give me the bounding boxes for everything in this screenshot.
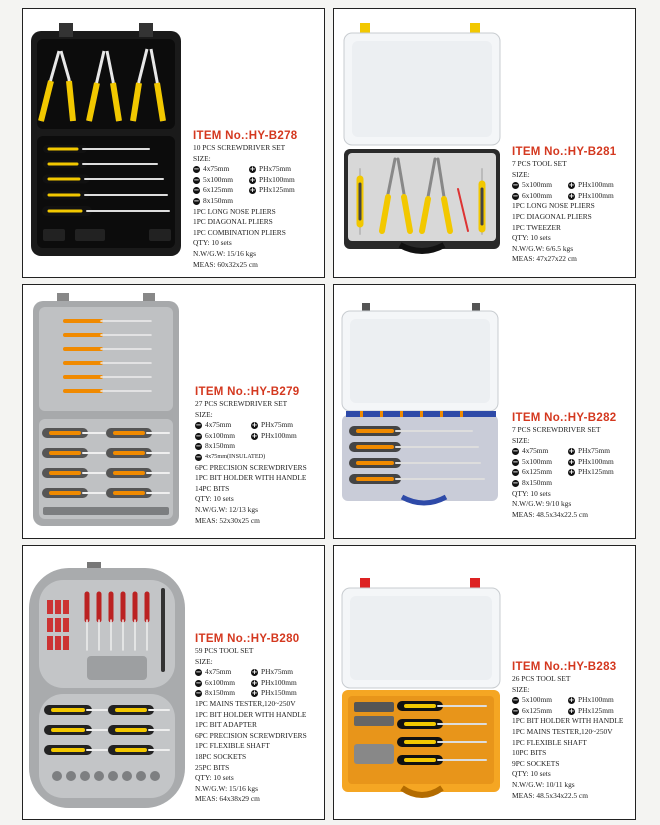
product-cell-hy-b280 [22,545,325,820]
included-item: 6PC PRECISION SCREWDRIVERS [195,462,307,472]
minus-circle-icon: − [195,689,202,698]
weight: N.W/G.W: 12/13 kgs [195,504,258,514]
product-info [193,129,305,270]
size-row: − 6x100mm + PHx100mm [195,677,297,687]
weight: N.W/G.W: 10/11 kgs [512,779,575,789]
item-number: ITEM No.:HY-B278 [193,130,298,142]
size-row: − 5x100mm + PHx100mm [512,456,614,466]
minus-circle-icon: − [193,196,200,205]
weight: N.W/G.W: 9/10 kgs [512,499,572,509]
included-item: 1PC BIT HOLDER WITH HANDLE [195,709,307,719]
plus-circle-icon: + [251,689,258,698]
minus-circle-icon: − [512,706,519,715]
measurement: MEAS: 47x27x22 cm [512,254,577,264]
included-item: 1PC COMBINATION PLIERS [193,227,286,237]
set-title: 26 PCS TOOL SET [512,674,571,683]
product-cell-hy-b281 [333,8,636,278]
included-item: 1PC MAINS TESTER,120~250V [512,726,613,736]
product-info [512,660,624,801]
size-row: − 4x75mm(INSULATED) [195,452,266,461]
product-cell-hy-b279 [22,284,325,539]
included-item: 1PC LONG NOSE PLIERS [512,201,595,211]
plus-circle-icon: + [251,667,258,676]
product-info [512,145,624,265]
size-row: − 4x75mm + PHx75mm [512,446,611,456]
size-row: − 5x100mm + PHx100mm [193,174,295,184]
quantity: QTY: 10 sets [195,773,234,783]
minus-circle-icon: − [512,446,519,455]
tool-case-photo [29,21,184,259]
item-number: ITEM No.:HY-B281 [512,146,617,158]
minus-circle-icon: − [512,478,519,487]
plus-circle-icon: + [568,457,575,466]
size-row: − 4x75mm + PHx75mm [195,667,294,677]
plus-circle-icon: + [568,446,575,455]
included-item: 1PC DIAGONAL PLIERS [193,217,273,227]
measurement: MEAS: 64x38x29 cm [195,794,260,804]
weight: N.W/G.W: 6/6.5 kgs [512,243,574,253]
set-title: 10 PCS SCREWDRIVER SET [193,143,286,152]
product-info [512,411,624,520]
size-row: − 5x100mm + PHx100mm [512,695,614,705]
included-item: 1PC FLEXIBLE SHAFT [512,737,587,747]
included-item: 1PC BIT HOLDER WITH HANDLE [512,716,624,726]
plus-circle-icon: + [251,431,258,440]
size-row: − 6x125mm + PHx125mm [512,467,614,477]
size-row: − 8x150mm [193,195,233,205]
minus-circle-icon: − [193,164,200,173]
item-number: ITEM No.:HY-B279 [195,386,300,398]
product-cell-hy-b278 [22,8,325,278]
set-title: 27 PCS SCREWDRIVER SET [195,399,288,408]
product-info [195,385,307,526]
included-item: 1PC LONG NOSE PLIERS [193,206,276,216]
tool-case-photo [340,19,505,264]
weight: N.W/G.W: 15/16 kgs [195,783,258,793]
size-row: − 8x150mm [195,441,235,451]
quantity: QTY: 10 sets [512,233,551,243]
weight: N.W/G.W: 15/16 kgs [193,248,256,258]
included-item: 18PC SOCKETS [195,751,247,761]
included-item: 10PC BITS [512,748,547,758]
plus-circle-icon: + [568,180,575,189]
minus-circle-icon: − [195,678,202,687]
size-row: − 4x75mm + PHx75mm [193,164,292,174]
plus-circle-icon: + [568,191,575,200]
measurement: MEAS: 60x32x25 cm [193,259,258,269]
included-item: 1PC BIT HOLDER WITH HANDLE [195,473,307,483]
minus-circle-icon: − [512,468,519,477]
size-row: − 8x150mm [512,477,552,487]
minus-circle-icon: − [512,191,519,200]
minus-circle-icon: − [193,175,200,184]
size-row: − 6x125mm + PHx125mm [512,705,614,715]
size-row: − 6x100mm + PHx100mm [512,190,614,200]
quantity: QTY: 10 sets [512,488,551,498]
minus-circle-icon: − [512,457,519,466]
plus-circle-icon: + [251,420,258,429]
included-item: 1PC BIT ADAPTER [195,720,257,730]
included-item: 9PC SOCKETS [512,758,560,768]
plus-circle-icon: + [568,706,575,715]
set-title: 7 PCS TOOL SET [512,159,567,168]
tool-case-photo [27,560,187,815]
product-info [195,632,307,805]
size-row: − 6x100mm + PHx100mm [195,430,297,440]
size-row: − 5x100mm + PHx100mm [512,180,614,190]
included-item: 14PC BITS [195,483,230,493]
size-row: − 6x125mm + PHx125mm [193,185,295,195]
quantity: QTY: 10 sets [195,494,234,504]
included-item: 1PC FLEXIBLE SHAFT [195,741,270,751]
product-cell-hy-b282 [333,284,636,539]
included-item: 25PC BITS [195,762,230,772]
minus-circle-icon: − [512,180,519,189]
item-number: ITEM No.:HY-B283 [512,661,617,673]
plus-circle-icon: + [568,468,575,477]
included-item: 1PC DIAGONAL PLIERS [512,211,592,221]
included-item: 1PC MAINS TESTER,120~250V [195,698,296,708]
size-row: − 8x150mm + PHx150mm [195,688,297,698]
measurement: MEAS: 48.5x34x22.5 cm [512,509,588,519]
plus-circle-icon: + [251,678,258,687]
plus-circle-icon: + [568,695,575,704]
minus-circle-icon: − [512,695,519,704]
plus-circle-icon: + [249,175,256,184]
plus-circle-icon: + [249,164,256,173]
minus-circle-icon: − [193,186,200,195]
item-number: ITEM No.:HY-B282 [512,412,617,424]
measurement: MEAS: 52x30x25 cm [195,515,260,525]
included-item: 1PC TWEEZER [512,222,561,232]
tool-case-photo [340,299,500,519]
size-label: SIZE: [512,684,530,694]
measurement: MEAS: 48.5x34x22.5 cm [512,790,588,800]
item-number: ITEM No.:HY-B280 [195,633,300,645]
size-label: SIZE: [512,169,530,179]
set-title: 59 PCS TOOL SET [195,646,254,655]
size-label: SIZE: [512,435,530,445]
minus-circle-icon: − [195,442,202,451]
quantity: QTY: 10 sets [512,769,551,779]
size-label: SIZE: [195,656,213,666]
minus-circle-icon: − [195,420,202,429]
tool-case-photo [340,576,502,812]
minus-circle-icon: − [195,667,202,676]
included-item: 6PC PRECISION SCREWDRIVERS [195,730,307,740]
minus-circle-icon: − [195,431,202,440]
tool-case-photo [31,291,181,533]
product-cell-hy-b283 [333,545,636,820]
minus-circle-icon: − [195,452,202,461]
size-label: SIZE: [195,409,213,419]
set-title: 7 PCS SCREWDRIVER SET [512,425,601,434]
size-row: − 4x75mm + PHx75mm [195,420,294,430]
quantity: QTY: 10 sets [193,238,232,248]
size-label: SIZE: [193,153,211,163]
plus-circle-icon: + [249,186,256,195]
